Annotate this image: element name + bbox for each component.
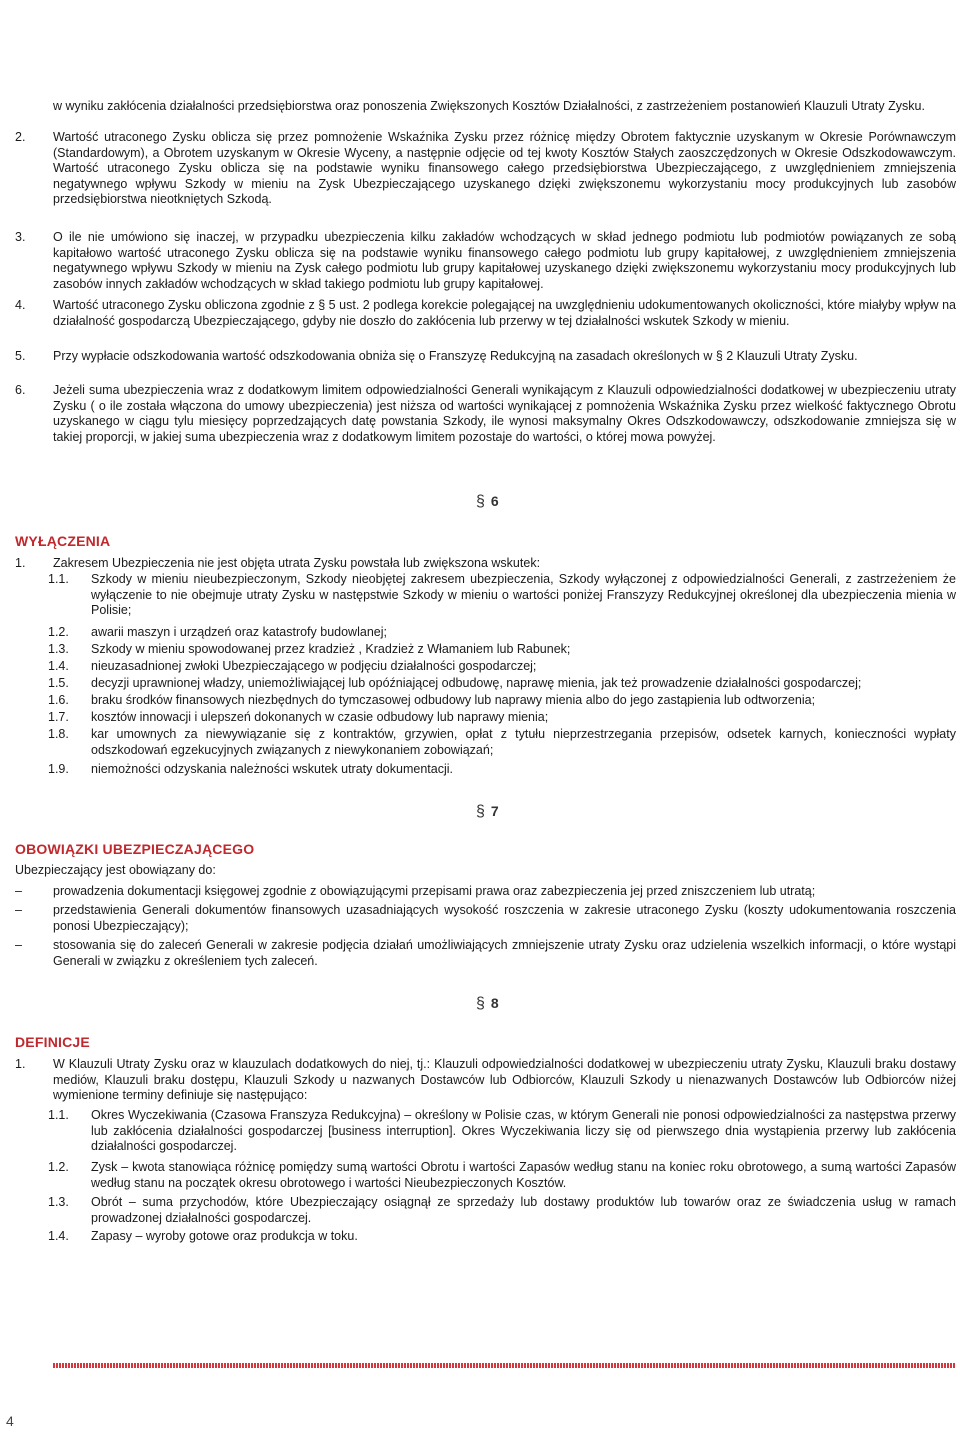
list-item-5	[15, 349, 956, 365]
exclusions-item-1	[15, 556, 956, 572]
section-symbol: §	[476, 493, 485, 510]
subitem-1-5	[48, 676, 956, 692]
subitem-number: 1.2.	[48, 625, 69, 639]
section-number-value: 8	[490, 995, 499, 1011]
subitem-number: 1.8.	[48, 727, 69, 741]
subitem-text: Obrót – suma przychodów, które Ubezpieczający osiągnął ze sprzedaży lub dostawy produktów lub towarów oraz ze świadczenia usług w ramach prowadzonej działalności gospodarczej.	[91, 1195, 956, 1225]
item-number: 4.	[15, 298, 26, 312]
subitem-number: 1.7.	[48, 710, 69, 724]
dash-marker: –	[15, 938, 22, 952]
subitem-text: Szkody w mieniu spowodowanej przez kradzież , Kradzież z Włamaniem lub Rabunek;	[91, 642, 571, 656]
intro-paragraph: w wyniku zakłócenia działalności przedsiębiorstwa oraz ponoszenia Zwiększonych Kosztów Działalności, z zastrzeżeniem postanowień Klauzuli Utraty Zysku.	[53, 99, 925, 113]
list-item-3	[15, 230, 956, 292]
item-number: 1.	[15, 1057, 26, 1071]
subitem-text: kar umownych za niewywiązanie się z kontraktów, grzywien, opłat z tytułu nieprzestrzegania przepisów, odsetek karnych, konieczności wypłaty odszkodowań egzekucyjnych związanych z niewykonaniem zobowiązań;	[91, 727, 956, 757]
obligation-text: prowadzenia dokumentacji księgowej zgodnie z obowiązującymi przepisami prawa oraz zabezpieczenia jej przed zniszczeniem lub utratą;	[53, 884, 816, 898]
section-symbol: §	[476, 995, 485, 1012]
definition-1-1	[48, 1108, 956, 1155]
obligation-item	[15, 938, 956, 969]
subitem-number: 1.2.	[48, 1160, 69, 1174]
subitem-text: Zysk – kwota stanowiąca różnicę pomiędzy sumą wartości Obrotu i wartości Zapasów według stanu na koniec roku obrotowego, a sumą wartości Zapasów według stanu na początek okresu obrotowego i wartości Nieubezpieczonych Kosztów.	[91, 1160, 956, 1190]
subitem-1-4	[48, 659, 956, 675]
subitem-number: 1.4.	[48, 659, 69, 673]
subitem-number: 1.6.	[48, 693, 69, 707]
obligation-item	[15, 884, 956, 900]
subitem-text: Zapasy – wyroby gotowe oraz produkcja w toku.	[91, 1229, 358, 1243]
subitem-text: nieuzasadnionej zwłoki Ubezpieczającego w podjęciu działalności gospodarczej;	[91, 659, 537, 673]
dash-marker: –	[15, 884, 22, 898]
section-number-8	[476, 996, 516, 1012]
dash-marker: –	[15, 903, 22, 917]
section-symbol: §	[476, 803, 485, 820]
section-heading-exclusions: WYŁĄCZENIA	[15, 533, 111, 549]
item-text: Wartość utraconego Zysku oblicza się przez pomnożenie Wskaźnika Zysku przez różnicę między Obrotem faktycznie uzyskanym w Okresie Porównawczym (Standardowym), a Obrotem uzyskanym w Okresie Wyceny, a następnie odjęcie od tej kwoty Kosztów Stałych zaoszczędzonych w Okresie Odszkodowawczym. Wartość utraconego Zysku oblicza się na podstawie wyniku finansowego całego przedsiębiorstwa Ubezpieczającego, z uwzględnieniem zmniejszenia negatywnego wpływu Szkody w mieniu na Zysk Ubezpieczającego uzyskanego dzięki zwiększonemu wykorzystaniu mocy produkcyjnych lub zasobów przedsiębiorstwa nieotkniętych Szkodą.	[53, 130, 956, 206]
subitem-number: 1.3.	[48, 642, 69, 656]
item-number: 6.	[15, 383, 26, 397]
subitem-number: 1.5.	[48, 676, 69, 690]
subitem-text: awarii maszyn i urządzeń oraz katastrofy budowlanej;	[91, 625, 387, 639]
item-text: Zakresem Ubezpieczenia nie jest objęta utrata Zysku powstała lub zwiększona wskutek:	[53, 556, 541, 570]
subitem-number: 1.1.	[48, 1108, 69, 1122]
item-number: 2.	[15, 130, 26, 144]
subitem-text: Szkody w mieniu nieubezpieczonym, Szkody nieobjętej zakresem ubezpieczenia, Szkody wyłączonej z odpowiedzialności Generali, z zastrzeżeniem że wyłączenie to nie obejmuje utraty Zysku w następstwie Szkody w mieniu o wartości poniżej Franszyzy Redukcyjnej określonej dla ubezpieczenia mienia w Polisie;	[91, 572, 956, 617]
item-text: Wartość utraconego Zysku obliczona zgodnie z § 5 ust. 2 podlega korekcie polegającej na uwzględnieniu udokumentowanych okoliczności, które miałyby wpływ na działalność gospodarczą Ubezpieczającego, gdyby nie doszło do zakłócenia lub przerwy w tej działalności wskutek Szkody w mieniu.	[53, 298, 956, 328]
item-text: O ile nie umówiono się inaczej, w przypadku ubezpieczenia kilku zakładów wchodzących w skład jednego podmiotu lub podmiotów powiązanych ze sobą kapitałowo wartość utraconego Zysku oblicza się na podstawie wyniku finansowego całego podmiotu lub grupy kapitałowej, z uwzględnieniem zmniejszenia negatywnego wpływu Szkody w mieniu na Zysk całego podmiotu lub grupy kapitałowej uzyskanego dzięki zwiększonemu wykorzystaniu mocy produkcyjnych lub zasobów innych zakładów wchodzących w skład takiego podmiotu lub grupy kapitałowej.	[53, 230, 956, 291]
subitem-number: 1.1.	[48, 572, 69, 586]
subitem-text: decyzji uprawnionej władzy, uniemożliwiającej lub opóźniającej odbudowę, naprawę mienia, jak też prowadzenie działalności gospodarczej;	[91, 676, 862, 690]
subitem-1-6	[48, 693, 956, 709]
item-text: W Klauzuli Utraty Zysku oraz w klauzulach dodatkowych do niej, tj.: Klauzuli odpowiedzialności dodatkowej w ubezpieczeniu utraty Zysku, Klauzuli braku dostawy mediów, Klauzuli braku dostępu, Klauzuli Szkody u nazwanych Dostawców lub Odbiorców, Klauzuli Szkody u nienazwanych Dostawców lub Odbiorców niżej wymienione terminy definiuje się następująco:	[53, 1057, 956, 1102]
section-number-value: 6	[490, 493, 499, 509]
section-heading-definitions: DEFINICJE	[15, 1034, 90, 1050]
obligations-lead: Ubezpieczający jest obowiązany do:	[15, 863, 216, 877]
subitem-number: 1.9.	[48, 762, 69, 776]
list-item-2	[15, 130, 956, 208]
subitem-1-8	[48, 727, 956, 758]
list-item-6	[15, 383, 956, 445]
subitem-1-9	[48, 762, 956, 778]
subitem-1-2	[48, 625, 956, 641]
subitem-1-7	[48, 710, 956, 726]
subitem-text: kosztów innowacji i ulepszeń dokonanych w czasie odbudowy lub naprawy mienia;	[91, 710, 549, 724]
list-item-4	[15, 298, 956, 329]
definition-1-2	[48, 1160, 956, 1191]
obligation-item	[15, 903, 956, 934]
section-number-value: 7	[490, 803, 499, 819]
item-number: 5.	[15, 349, 26, 363]
section-number-6	[476, 494, 516, 510]
subitem-text: Okres Wyczekiwania (Czasowa Franszyza Redukcyjna) – określony w Polisie czas, w którym Generali nie ponosi odpowiedzialności za następstwa przerwy lub zakłócenia działalności gospodarczej [business interruption]. Okres Wyczekiwania liczy się od pierwszego dnia wystąpienia przerwy lub zakłócenia działalności gospodarczej.	[91, 1108, 956, 1153]
definitions-item-1	[15, 1057, 956, 1104]
footer-accent-bar	[53, 1363, 956, 1368]
definition-1-4	[48, 1229, 956, 1245]
subitem-1-3	[48, 642, 956, 658]
section-number-7	[476, 804, 516, 820]
item-number: 3.	[15, 230, 26, 244]
item-text: Przy wypłacie odszkodowania wartość odszkodowania obniża się o Franszyzę Redukcyjną na zasadach określonych w § 2 Klauzuli Utraty Zysku.	[53, 349, 858, 363]
item-number: 1.	[15, 556, 26, 570]
obligation-text: przedstawienia Generali dokumentów finansowych uzasadniających wysokość roszczenia w zakresie utraconego Zysku (koszty udokumentowania roszczenia ponosi Ubezpieczający);	[53, 903, 956, 933]
section-heading-obligations: OBOWIĄZKI UBEZPIECZAJĄCEGO	[15, 841, 255, 857]
subitem-number: 1.3.	[48, 1195, 69, 1209]
subitem-text: braku środków finansowych niezbędnych do tymczasowej odbudowy lub naprawy mienia albo do jego zastąpienia lub odtworzenia;	[91, 693, 816, 707]
subitem-text: niemożności odzyskania należności wskutek utraty dokumentacji.	[91, 762, 453, 776]
page-number: 4	[6, 1413, 14, 1429]
subitem-1-1	[48, 572, 956, 619]
definition-1-3	[48, 1195, 956, 1226]
subitem-number: 1.4.	[48, 1229, 69, 1243]
item-text: Jeżeli suma ubezpieczenia wraz z dodatkowym limitem odpowiedzialności Generali wynikającym z Klauzuli odpowiedzialności dodatkowej w ubezpieczeniu utraty Zysku ( o ile została włączona do umowy ubezpieczenia) jest niższa od wartości wynikającej z pomnożenia Wskaźnika Zysku przez wielkość faktycznego Obrotu uzyskanego w ciągu tylu miesięcy poprzedzających datę powstania Szkody, ile wynosi maksymalny Okres Odszkodowawczy, odszkodowanie zmniejsza się w takiej proporcji, w jakiej suma ubezpieczenia wraz z dodatkowym limitem pozostaje do wartości, o której mowa powyżej.	[53, 383, 956, 444]
obligation-text: stosowania się do zaleceń Generali w zakresie podjęcia działań umożliwiających zmniejszenie utraty Zysku oraz udzielenia wszelkich informacji, o które wystąpi Generali w związku z określeniem tych zaleceń.	[53, 938, 956, 968]
